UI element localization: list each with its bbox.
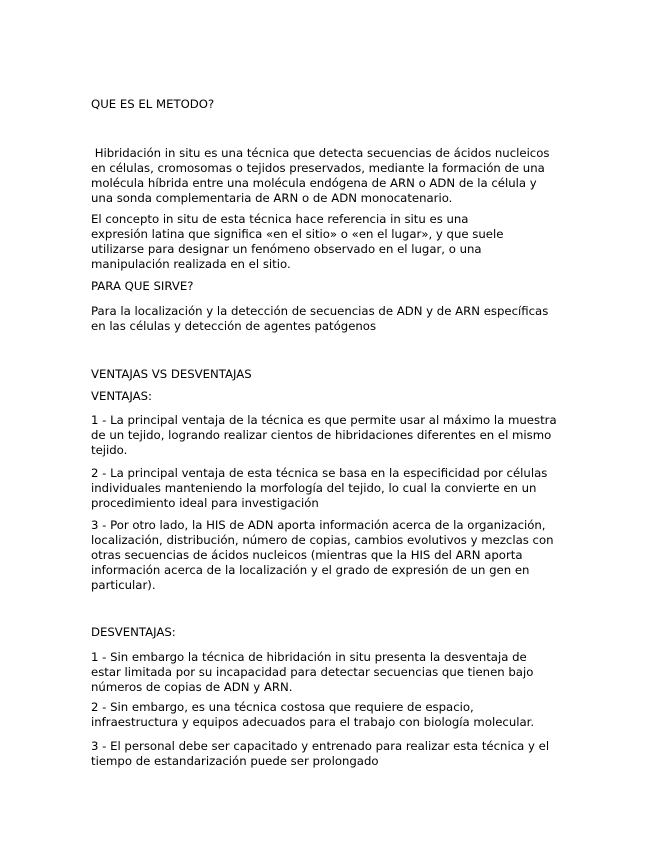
advantage-item (91, 413, 571, 458)
disadvantage-line: estar limitada por su incapacidad para detectar secuencias que tienen bajo (91, 665, 534, 679)
advantage-line: individuales manteniendo la morfología del tejido, lo cual la convierte en un (91, 481, 537, 495)
purpose-line: Para la localización y la detección de secuencias de ADN y de ARN específicas (91, 304, 549, 318)
advantage-line: procedimiento ideal para investigación (91, 496, 319, 510)
advantage-line: información acerca de la localización y el grado de expresión de un gen en (91, 563, 530, 577)
advantage-item (91, 466, 571, 511)
advantage-line: particular). (91, 578, 156, 592)
advantage-line: 3 - Por otro lado, la HIS de ADN aporta información acerca de la organización, (91, 518, 546, 532)
purpose-paragraph (91, 304, 571, 334)
intro-line: una sonda complementaria de ARN o de ADN monocatenario. (91, 191, 453, 205)
concept-line: El concepto in situ de esta técnica hace referencia in situ es una (91, 212, 469, 226)
purpose-heading: PARA QUE SIRVE? (91, 279, 194, 293)
purpose-line: en las células y detección de agentes patógenos (91, 319, 377, 333)
document-title: QUE ES EL METODO? (91, 97, 215, 111)
disadvantage-line: infraestructura y equipos adecuados para el trabajo con biología molecular. (91, 715, 535, 729)
intro-paragraph (91, 146, 571, 206)
concept-line: utilizarse para designar un fenómeno observado en el lugar, o una (91, 242, 482, 256)
disadvantage-line: 2 - Sin embargo, es una técnica costosa que requiere de espacio, (91, 700, 474, 714)
advantage-line: localización, distribución, número de copias, cambios evolutivos y mezclas con (91, 533, 554, 547)
disadvantage-item (91, 650, 571, 695)
advantage-line: 2 - La principal ventaja de esta técnica se basa en la especificidad por células (91, 466, 548, 480)
advantage-item (91, 518, 571, 593)
concept-paragraph (91, 212, 571, 272)
disadvantage-item (91, 739, 571, 769)
advantage-line: otras secuencias de ácidos nucleicos (mientras que la HIS del ARN aporta (91, 548, 523, 562)
intro-line: molécula híbrida entre una molécula endógena de ARN o ADN de la célula y (91, 176, 537, 190)
advantage-line: 1 - La principal ventaja de la técnica es que permite usar al máximo la muestra (91, 413, 557, 427)
disadvantage-line: 3 - El personal debe ser capacitado y entrenado para realizar esta técnica y el (91, 739, 550, 753)
disadvantage-line: 1 - Sin embargo la técnica de hibridación in situ presenta la desventaja de (91, 650, 527, 664)
vs-heading: VENTAJAS VS DESVENTAJAS (91, 367, 252, 381)
intro-line: en células, cromosomas o tejidos preservados, mediante la formación de una (91, 161, 545, 175)
disadvantage-line: tiempo de estandarización puede ser prolongado (91, 754, 379, 768)
concept-line: manipulación realizada en el sitio. (91, 257, 291, 271)
concept-line: expresión latina que significa «en el sitio» o «en el lugar», y que suele (91, 227, 504, 241)
advantages-heading: VENTAJAS: (91, 389, 152, 403)
advantage-line: de un tejido, logrando realizar cientos de hibridaciones diferentes en el mismo (91, 428, 552, 442)
disadvantage-item (91, 700, 571, 730)
disadvantages-heading: DESVENTAJAS: (91, 625, 176, 639)
disadvantage-line: números de copias de ADN y ARN. (91, 680, 293, 694)
advantage-line: tejido. (91, 443, 128, 457)
intro-line: Hibridación in situ es una técnica que detecta secuencias de ácidos nucleicos (91, 146, 550, 160)
